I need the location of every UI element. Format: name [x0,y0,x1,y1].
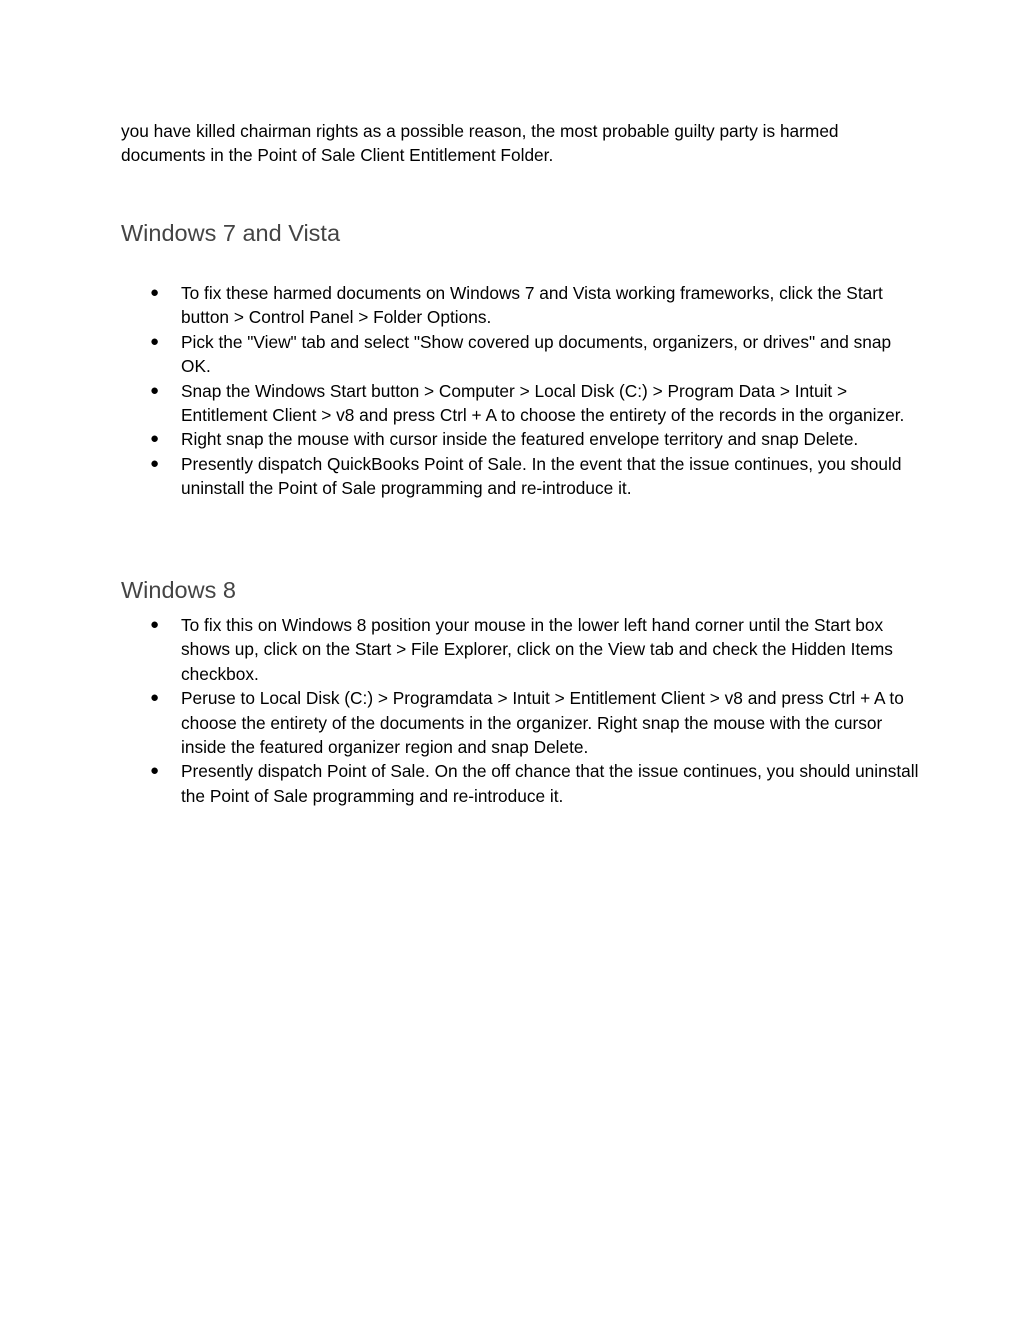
list-item-text: Peruse to Local Disk (C:) > Programdata > Intuit > Entitlement Client > v8 and press Ctrl + A to choose the entirety of the documents in the organizer. Right snap the mouse with the cursor inside the featured organizer region and snap Delete. [181,688,904,758]
list-item-text: Snap the Windows Start button > Computer > Local Disk (C:) > Program Data > Intuit > Entitlement Client > v8 and press Ctrl + A to choose the entirety of the records in the organizer. [181,380,905,426]
bullet-icon: ● [150,284,160,301]
list-item-text: Pick the "View" tab and select "Show covered up documents, organizers, or drives" and snap OK. [181,331,892,377]
bullet-list-windows-8 [121,613,921,808]
list-item-text: Presently dispatch Point of Sale. On the off chance that the issue continues, you should uninstall the Point of Sale programming and re-introduce it. [181,761,919,806]
list-item [121,281,921,330]
bullet-icon: ● [150,616,160,633]
bullet-icon: ● [150,689,160,707]
list-item [121,379,921,428]
bullet-icon: ● [150,332,160,350]
section-heading-windows-7-vista: Windows 7 and Vista [121,220,341,246]
list-item-text: Right snap the mouse with cursor inside the featured envelope territory and snap Delete. [181,429,859,450]
list-item-text: To fix these harmed documents on Windows 7 and Vista working frameworks, click the Start button > Control Panel > Folder Options. [181,283,883,328]
bullet-icon: ● [150,762,160,780]
bullet-icon: ● [150,454,160,472]
bullet-icon: ● [150,381,160,399]
list-item [121,330,921,379]
list-item [121,427,921,451]
list-item [121,686,921,759]
bullet-icon: ● [150,430,160,448]
list-item-text: Presently dispatch QuickBooks Point of Sale. In the event that the issue continues, you should uninstall the Point of Sale programming and re-introduce it. [181,453,902,499]
list-item [121,613,921,686]
bullet-list-windows-7-vista [121,281,921,501]
section-heading-windows-8: Windows 8 [121,577,236,603]
list-item [121,452,921,501]
list-item-text: To fix this on Windows 8 position your mouse in the lower left hand corner until the Start box shows up, click on the Start > File Explorer, click on the View tab and check the Hidden Items checkbox. [181,615,893,684]
list-item [121,759,921,808]
intro-paragraph: you have killed chairman rights as a possible reason, the most probable guilty party is harmed documents in the Point of Sale Client Entitlement Folder. [121,121,839,166]
